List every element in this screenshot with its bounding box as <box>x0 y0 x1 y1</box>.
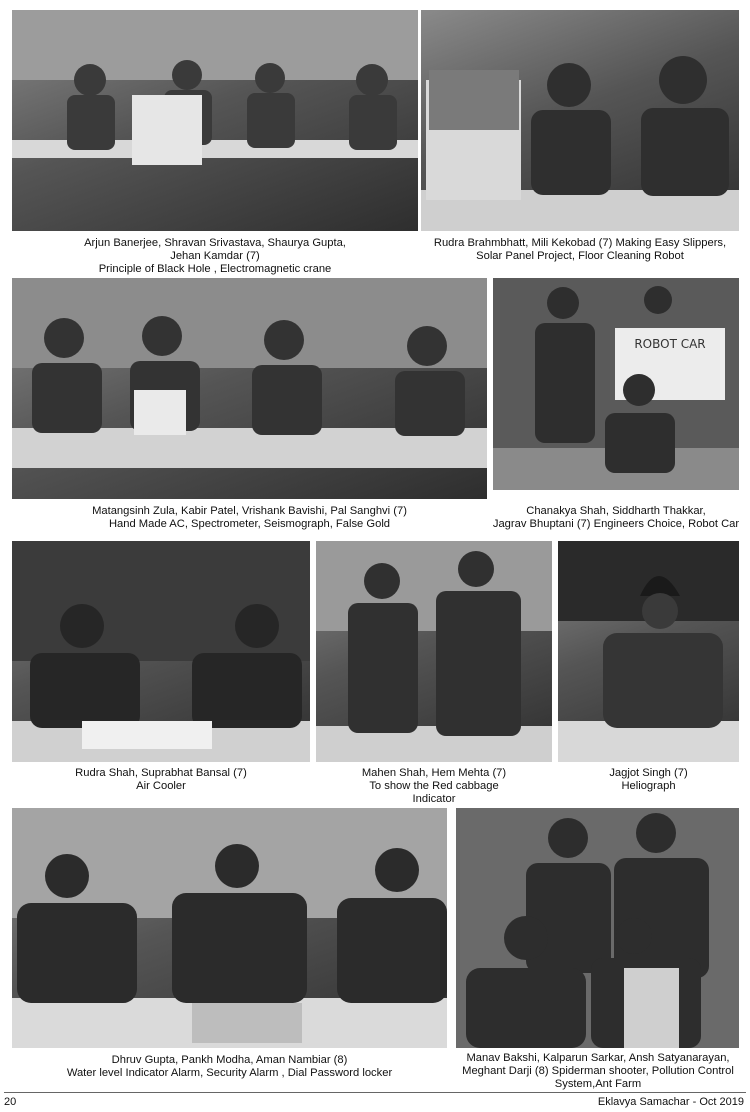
caption-8 <box>12 1054 447 1080</box>
caption-line: Rudra Brahmbhatt, Mili Kekobad (7) Making Easy Slippers, <box>433 237 727 249</box>
caption-1 <box>12 237 418 276</box>
caption-line: Manav Bakshi, Kalparun Sarkar, Ansh Satyanarayan, <box>466 1052 730 1064</box>
caption-6 <box>316 767 552 806</box>
caption-line: Arjun Banerjee, Shravan Srivastava, Shaurya Gupta, <box>84 237 346 249</box>
caption-2 <box>421 237 739 263</box>
caption-line: Hand Made AC, Spectrometer, Seismograph, False Gold <box>108 518 391 530</box>
caption-line: Jagjot Singh (7) <box>609 767 688 779</box>
photo-slippers-solar <box>421 10 739 231</box>
caption-5 <box>12 767 310 793</box>
photo-hand-made-ac <box>12 278 487 499</box>
caption-line: System,Ant Farm <box>554 1078 642 1090</box>
caption-line: Jagrav Bhuptani (7) Engineers Choice, Robot Car <box>492 518 740 530</box>
footer-rule <box>4 1092 746 1093</box>
photo-heliograph <box>558 541 739 762</box>
caption-line: To show the Red cabbage <box>369 780 499 792</box>
photo-black-hole-crane <box>12 10 418 231</box>
caption-line: Water level Indicator Alarm, Security Alarm , Dial Password locker <box>66 1067 393 1079</box>
caption-9 <box>450 1052 746 1091</box>
publication-title: Eklavya Samachar - Oct 2019 <box>597 1096 744 1108</box>
photo-spiderman-shooter <box>456 808 739 1048</box>
photo-robot-car <box>493 278 739 490</box>
robot-car-sign: ROBOT CAR <box>634 337 706 351</box>
caption-line: Jehan Kamdar (7) <box>170 250 260 262</box>
caption-line: Heliograph <box>621 780 676 792</box>
page-number: 20 <box>4 1096 17 1108</box>
caption-line: Principle of Black Hole , Electromagnetic crane <box>98 263 332 275</box>
caption-line: Indicator <box>412 793 456 805</box>
caption-line: Rudra Shah, Suprabhat Bansal (7) <box>75 767 247 779</box>
photo-water-level-alarm <box>12 808 447 1048</box>
caption-line: Matangsinh Zula, Kabir Patel, Vrishank Bavishi, Pal Sanghvi (7) <box>92 505 407 517</box>
caption-4 <box>490 505 742 531</box>
caption-line: Chanakya Shah, Siddharth Thakkar, <box>526 505 706 517</box>
caption-line: Air Cooler <box>136 780 186 792</box>
caption-line: Dhruv Gupta, Pankh Modha, Aman Nambiar (8) <box>111 1054 348 1066</box>
caption-line: Meghant Darji (8) Spiderman shooter, Pollution Control <box>462 1065 734 1077</box>
photo-air-cooler <box>12 541 310 762</box>
photo-red-cabbage <box>316 541 552 762</box>
caption-line: Mahen Shah, Hem Mehta (7) <box>361 767 507 779</box>
caption-3 <box>12 505 487 531</box>
caption-7 <box>558 767 739 793</box>
caption-line: Solar Panel Project, Floor Cleaning Robot <box>476 250 684 262</box>
